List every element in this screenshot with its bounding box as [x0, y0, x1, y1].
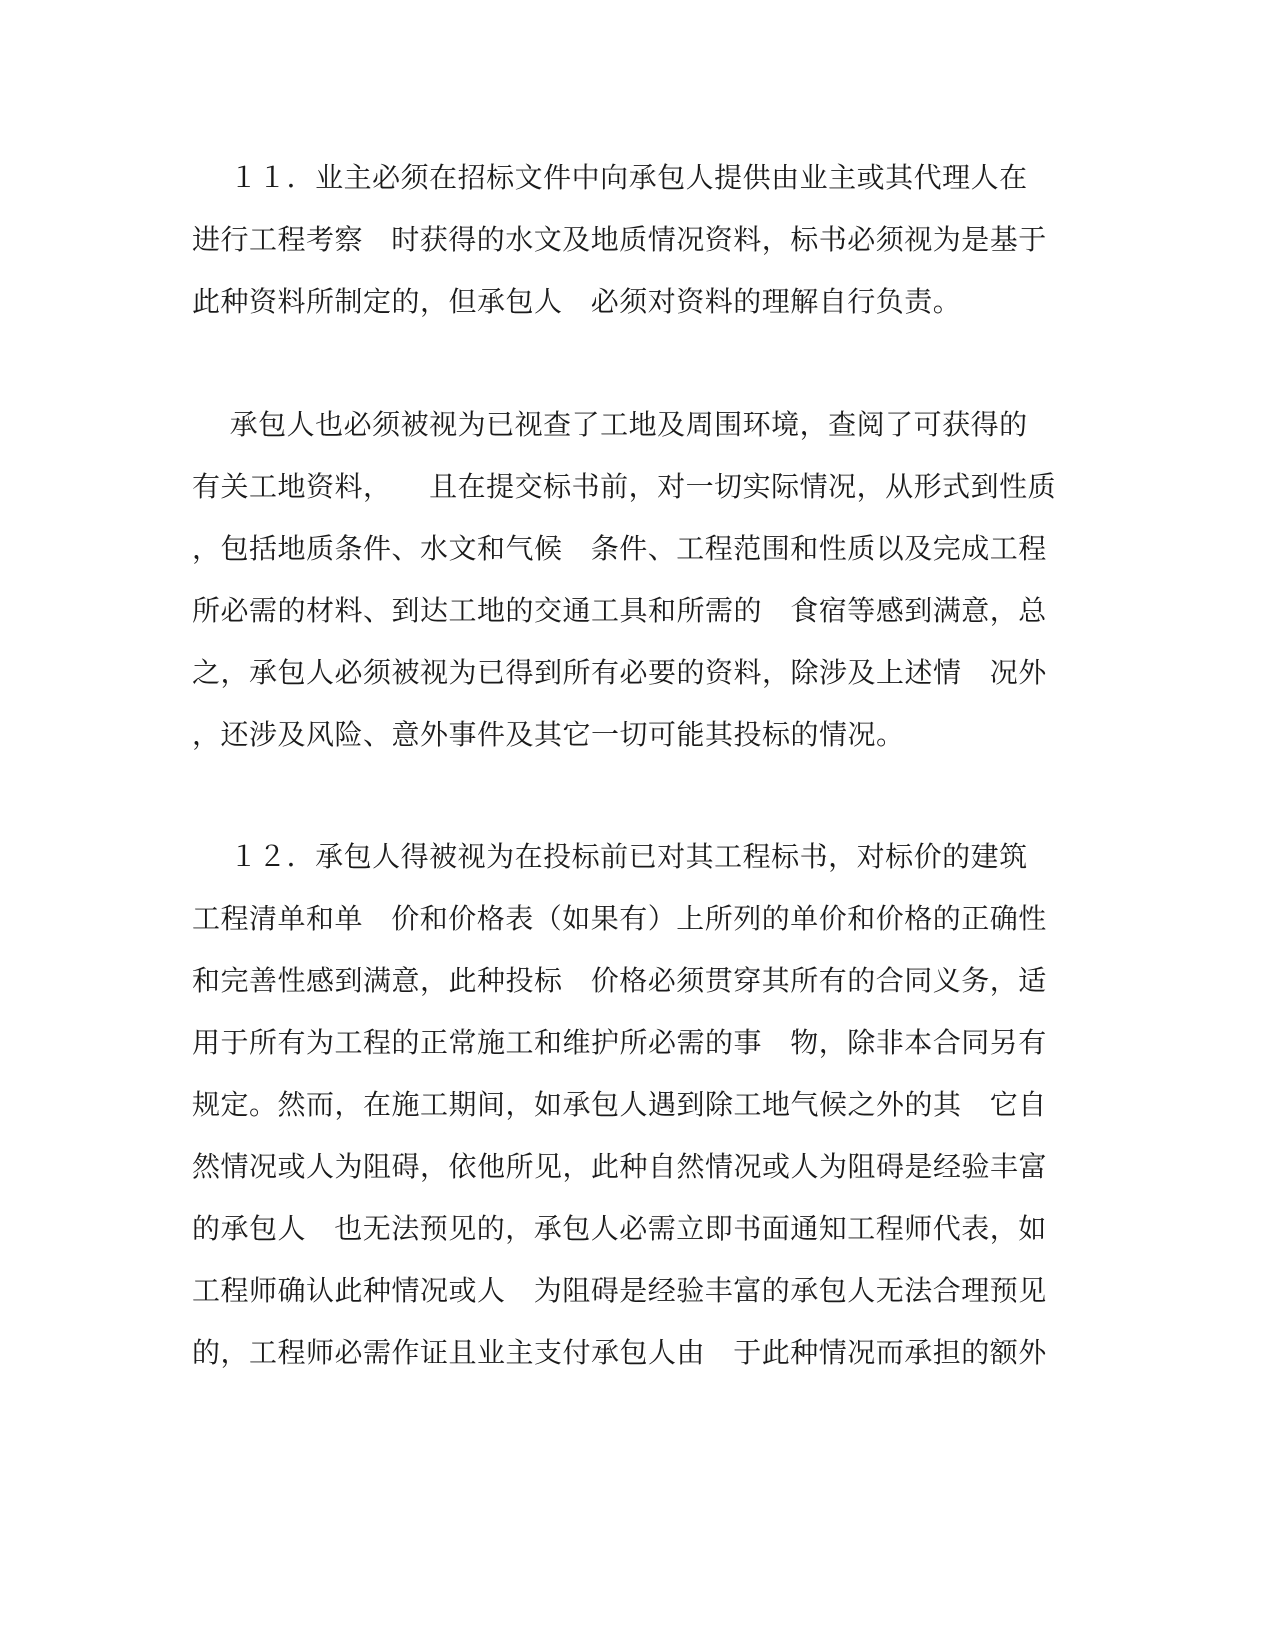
paragraph-3-line-1: １２．承包人得被视为在投标前已对其工程标书，对标价的建筑 — [192, 840, 1028, 873]
paragraph-3-line-3: 和完善性感到满意，此种投标 价格必须贯穿其所有的合同义务，适 — [192, 964, 1047, 997]
paragraph-3-line-6: 然情况或人为阻碍，依他所见，此种自然情况或人为阻碍是经验丰富 — [192, 1150, 1048, 1183]
paragraph-3-line-4: 用于所有为工程的正常施工和维护所必需的事 物，除非本合同另有 — [192, 1026, 1047, 1059]
paragraph-1-line-1: １１．业主必须在招标文件中向承包人提供由业主或其代理人在 — [192, 161, 1028, 194]
paragraph-2-line-3: ，包括地质条件、水文和气候 条件、工程范围和性质以及完成工程 — [192, 532, 1047, 565]
paragraph-1-line-2: 进行工程考察 时获得的水文及地质情况资料，标书必须视为是基于 — [192, 223, 1047, 256]
paragraph-2-line-5: 之，承包人必须被视为已得到所有必要的资料，除涉及上述情 况外 — [192, 656, 1047, 689]
paragraph-3-line-5: 规定。然而，在施工期间，如承包人遇到除工地气候之外的其 它自 — [192, 1088, 1047, 1121]
paragraph-2-line-4: 所必需的材料、到达工地的交通工具和所需的 食宿等感到满意，总 — [192, 594, 1047, 627]
paragraph-2-line-6: ，还涉及风险、意外事件及其它一切可能其投标的情况。 — [192, 718, 905, 751]
paragraph-2-line-2: 有关工地资料， 且在提交标书前，对一切实际情况，从形式到性质 — [192, 470, 1057, 503]
paragraph-2-line-1: 承包人也必须被视为已视查了工地及周围环境，查阅了可获得的 — [192, 408, 1028, 441]
paragraph-3-line-8: 工程师确认此种情况或人 为阻碍是经验丰富的承包人无法合理预见 — [192, 1274, 1047, 1307]
paragraph-3-line-9: 的，工程师必需作证且业主支付承包人由 于此种情况而承担的额外 — [192, 1336, 1047, 1369]
paragraph-1-line-3: 此种资料所制定的，但承包人 必须对资料的理解自行负责。 — [192, 285, 962, 318]
paragraph-3-line-7: 的承包人 也无法预见的，承包人必需立即书面通知工程师代表，如 — [192, 1212, 1047, 1245]
paragraph-3-line-2: 工程清单和单 价和价格表（如果有）上所列的单价和价格的正确性 — [192, 902, 1047, 935]
